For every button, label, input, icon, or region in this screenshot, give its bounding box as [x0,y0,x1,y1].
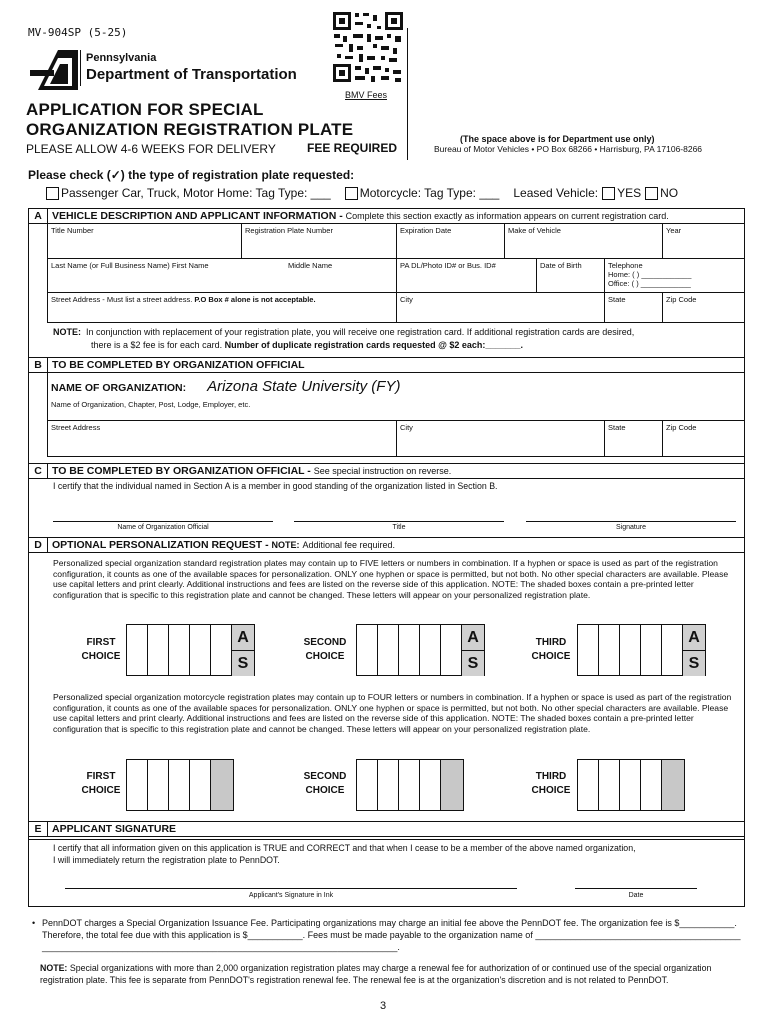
org-name-label: NAME OF ORGANIZATION: [51,382,187,394]
zip-field[interactable]: Zip Code [663,293,744,323]
section-e-body [28,838,745,907]
motorcycle-third-choice-boxes[interactable] [577,759,685,811]
leased-yes-checkbox[interactable] [602,187,615,200]
leased-label: Leased Vehicle: [513,186,599,200]
form-body [28,208,745,840]
standard-second-choice-label: SECOND CHOICE [303,637,347,662]
preprinted-letters: A S [683,625,705,675]
standard-first-choice-label: FIRST CHOICE [81,637,121,662]
penndot-logo-icon [30,46,80,92]
official-name-label: Name of Organization Official [117,524,209,531]
section-a-title: VEHICLE DESCRIPTION AND APPLICANT INFORMATION - Complete this section exactly as information appears on current registration card. [52,210,669,222]
bmv-fees-label: BMV Fees [345,90,388,100]
org-name-value[interactable]: Arizona State University (FY) [207,378,401,395]
page-number: 3 [380,1000,387,1012]
official-name-line[interactable] [53,521,273,522]
applicant-signature-label: Applicant's Signature in Ink [248,892,334,899]
renewal-fee-note: NOTE: Special organizations with more than 2,000 organization registration plates may charge a renewal fee for authorization of or continued use of the special organization registration plate. This fee is separate from PennDOT's registration renewal fee. The renewal fee is at the organization's discretion and is not related to PennDOT. [40,963,712,985]
section-d-title: OPTIONAL PERSONALIZATION REQUEST - NOTE: Additional fee required. [52,539,396,551]
section-c-title: TO BE COMPLETED BY ORGANIZATION OFFICIAL - See special instruction on reverse. [52,465,452,477]
city-field[interactable]: City [397,293,605,323]
qr-code-icon [331,10,405,84]
leased-no-checkbox[interactable] [645,187,658,200]
middle-name-label: Middle Name [288,261,333,270]
passenger-checkbox[interactable] [46,187,59,200]
fee-bullet: • PennDOT charges a Special Organization Issuance Fee. Participating organizations may charge an initial fee above the PennDOT fee. The organization fee is $___________. Therefore, the total fee due with this application is $___________. Fees must be made payable to the organization name of ________________________________________________________________________________________________________________. [32,918,741,952]
applicant-signature-line[interactable] [65,888,517,889]
motorcycle-label: Motorcycle: Tag Type: ___ [359,186,500,200]
standard-first-choice-boxes[interactable] [126,624,255,676]
form-title-line2: ORGANIZATION REGISTRATION PLATE [26,120,354,139]
leased-yes-label: YES [617,186,642,200]
official-title-label: Title [392,524,406,531]
date-label: Date [628,892,644,899]
section-c-letter: C [29,464,48,478]
org-name-hint: Name of Organization, Chapter, Post, Lodge, Employer, etc. [51,400,251,409]
section-b-letter: B [29,358,48,372]
dl-id-field[interactable]: PA DL/Photo ID# or Bus. ID# [397,259,537,293]
official-signature-line[interactable] [526,521,736,522]
dept-use-note: (The space above is for Department use only) [460,134,655,144]
preprinted-letters: A S [232,625,254,675]
delivery-notice: PLEASE ALLOW 4-6 WEEKS FOR DELIVERY [26,142,276,156]
street-address-field[interactable]: Street Address - Must list a street address. P.O Box # alone is not acceptable. [47,293,397,323]
state-field[interactable]: State [605,293,663,323]
motorcycle-plate-instructions: Personalized special organization motorcycle registration plates may contain up to FOUR letters or numbers in combination. If a hyphen or space is used as part of the registration configuration, it counts as one of the available spaces for personalization. ONLY one hyphen or space is permitted, but not both. No other special characters are available. Please use capital letters and print clearly. Additional instructions and fees are listed on the reverse side of this application. NOTE: The shaded boxes contain a pre-printed letter configuration that is specific to this registration plate and cannot be changed. These letters will appear on your personalized registration plate. [53,692,732,734]
org-name-field[interactable] [47,373,744,421]
motorcycle-second-choice-boxes[interactable] [356,759,464,811]
telephone-field[interactable]: Telephone Home: ( ) ____________ Office: ( ) ____________ [605,259,744,293]
org-street-field[interactable]: Street Address [47,421,397,457]
section-c-certify: I certify that the individual named in Section A is a member in good standing of the organization listed in Section B. [53,481,498,491]
dob-field[interactable]: Date of Birth [537,259,605,293]
agency-name: Department of Transportation [86,66,297,83]
section-e-certify: I certify that all information given on this application is TRUE and CORRECT and that when I cease to be a member of the above named organization, I will immediately return the registration plate to PennDOT. [53,843,636,865]
passenger-label: Passenger Car, Truck, Motor Home: Tag Type: ___ [61,186,331,200]
section-b-title: TO BE COMPLETED BY ORGANIZATION OFFICIAL [52,359,305,371]
motorcycle-first-choice-boxes[interactable] [126,759,234,811]
motorcycle-first-choice-label: FIRST CHOICE [81,771,121,796]
date-line[interactable] [575,888,697,889]
standard-third-choice-label: THIRD CHOICE [531,637,571,662]
expiration-date-field[interactable]: Expiration Date [397,224,505,259]
official-title-line[interactable] [294,521,504,522]
fee-required: FEE REQUIRED [307,141,398,155]
standard-plate-instructions: Personalized special organization standard registration plates may contain up to FIVE letters or numbers in combination. If a hyphen or space is used as part of the registration configuration, it counts as one of the available spaces for personalization. ONLY one hyphen or space is permitted, but not both. No other special characters are available. Please use capital letters and print clearly. Additional instructions and fees are listed on the reverse side of this application. NOTE: The shaded boxes contain a pre-printed letter configuration that is specific to this registration plate and cannot be changed. These letters will appear on your personalized registration plate. [53,558,729,600]
section-c-header [29,463,744,479]
org-city-field[interactable]: City [397,421,605,457]
title-number-field[interactable]: Title Number [47,224,242,259]
motorcycle-second-choice-label: SECOND CHOICE [303,771,347,796]
reg-plate-number-field[interactable]: Registration Plate Number [242,224,397,259]
vehicle-make-field[interactable]: Make of Vehicle [505,224,663,259]
leased-no-label: NO [660,186,679,200]
section-b-header [29,357,744,373]
section-a-header [29,209,744,224]
official-signature-label: Signature [616,524,646,531]
org-state-field[interactable]: State [605,421,663,457]
plate-type-options [46,186,678,200]
logo-divider [80,50,81,86]
org-zip-field[interactable]: Zip Code [663,421,744,457]
section-a-letter: A [29,209,48,223]
form-title-line1: APPLICATION FOR SPECIAL [26,100,264,119]
section-a-note: NOTE: In conjunction with replacement of your registration plate, you will receive one registration card. If additional registration cards are desired, there is a $2 fee is for each card. Number of duplicate registration cards requested @ $2 each:_______. [53,327,635,350]
name-field[interactable]: Last Name (or Full Business Name) First Name Middle Name [47,259,397,293]
section-d-header [29,537,744,553]
header-divider [407,28,408,160]
section-d-letter: D [29,538,48,552]
motorcycle-checkbox[interactable] [345,187,358,200]
agency-state: Pennsylvania [86,52,157,64]
standard-third-choice-boxes[interactable] [577,624,706,676]
vehicle-year-field[interactable]: Year [663,224,744,259]
standard-second-choice-boxes[interactable] [356,624,485,676]
preprinted-letters: A S [462,625,484,675]
bureau-address: Bureau of Motor Vehicles • PO Box 68266 • Harrisburg, PA 17106-8266 [434,144,703,154]
motorcycle-third-choice-label: THIRD CHOICE [531,771,571,796]
form-id: MV-904SP (5-25) [28,26,128,39]
section-e-letter: E [29,822,48,836]
section-e-title: APPLICANT SIGNATURE [52,823,177,835]
plate-type-prompt: Please check (✓) the type of registration plate requested: [28,168,355,182]
section-e-header [29,821,744,837]
